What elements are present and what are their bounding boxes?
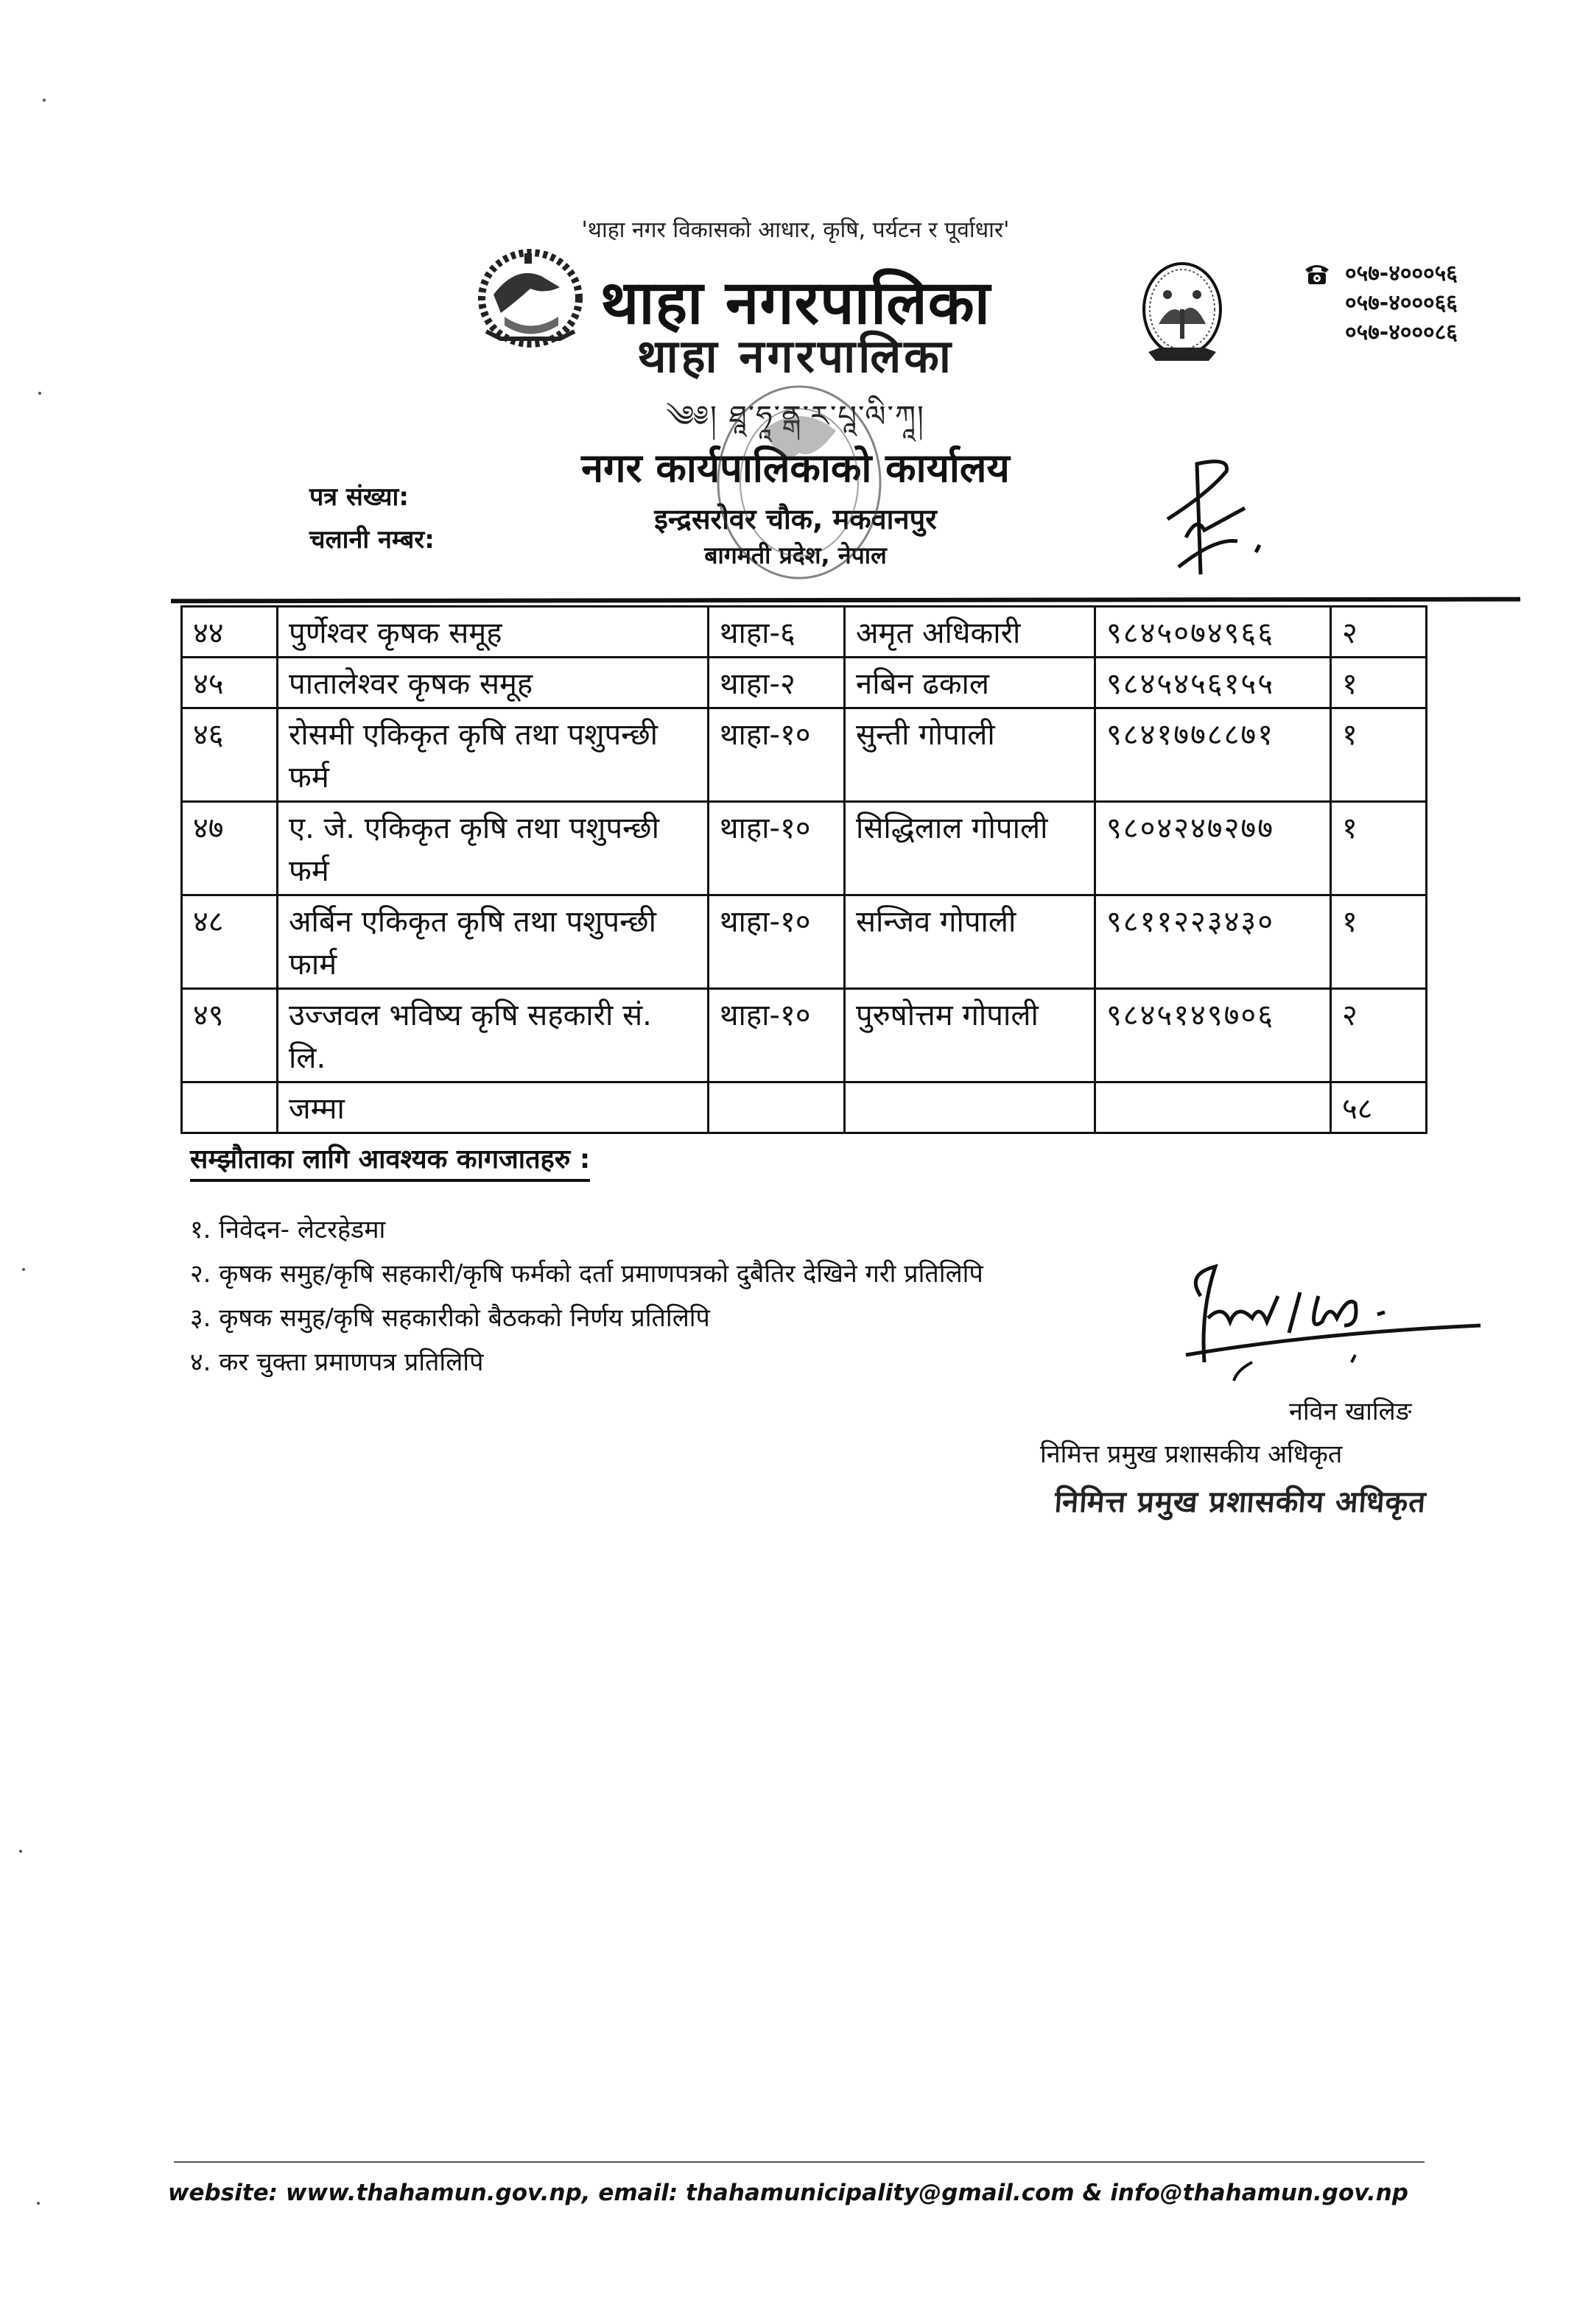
phone-number: ०५७-४०००५६ — [1345, 261, 1458, 286]
group-name: पुर्णेश्वर कृषक समूह — [278, 607, 709, 658]
signatory-title-stamp: निमित्त प्रमुख प्रशासकीय अधिकृत — [1053, 1485, 1427, 1519]
phone-number: ०५७-४०००८६ — [1345, 320, 1458, 345]
officer-signature-icon — [1171, 1252, 1488, 1399]
contact-person: अमृत अधिकारी — [845, 607, 1095, 658]
group-name: रोसमी एकिकृत कृषि तथा पशुपन्छी फर्म — [278, 708, 709, 802]
group-name: पातालेश्वर कृषक समूह — [278, 658, 709, 708]
requirements-list — [190, 1208, 983, 1384]
contact-phone: ९८०४२४७२७७ — [1095, 802, 1331, 895]
contact-phone: ९८४५१४९७०६ — [1095, 989, 1331, 1082]
contact-phone: ९८४१७७८८७१ — [1095, 708, 1331, 802]
municipality-motto: 'थाहा नगर विकासको आधार, कृषि, पर्यटन र पूर्वाधार' — [581, 217, 1010, 243]
table-row — [182, 658, 1427, 708]
serial-number: ४४ — [182, 607, 278, 658]
municipality-title-newari: थाहा नगरपालिका — [637, 329, 954, 383]
serial-number: ४६ — [182, 708, 278, 802]
scan-speck — [22, 1268, 25, 1271]
contact-person: सिद्धिलाल गोपाली — [845, 802, 1095, 895]
contact-phone: ९८४५४५६१५५ — [1095, 658, 1331, 708]
requirement-item: ३. कृषक समुह/कृषि सहकारीको बैठकको निर्णय प्रतिलिपि — [190, 1303, 710, 1333]
total-value: ५८ — [1331, 1082, 1427, 1133]
scan-speck — [43, 99, 46, 102]
table-total-row — [182, 1082, 1427, 1133]
ward: थाहा-१० — [709, 895, 845, 989]
table-row — [182, 895, 1427, 989]
municipality-title: थाहा नगरपालिका — [600, 268, 991, 338]
dispatch-number-label: चलानी नम्बर: — [309, 525, 435, 554]
requirements-heading: सम्झौताका लागि आवश्यक कागजातहरु : — [190, 1140, 590, 1182]
requirement-item: ४. कर चुक्ता प्रमाणपत्र प्रतिलिपि — [190, 1348, 484, 1377]
footer-divider — [174, 2161, 1425, 2163]
count: १ — [1331, 802, 1427, 895]
letter-number-label: पत्र संख्या: — [309, 482, 409, 512]
group-name: अर्बिन एकिकृत कृषि तथा पशुपन्छी फार्म — [278, 895, 709, 989]
contact-phone: ९८४५०७४९६६ — [1095, 607, 1331, 658]
phone-numbers — [1345, 259, 1458, 348]
contact-person: सन्जिव गोपाली — [845, 895, 1095, 989]
count: २ — [1331, 989, 1427, 1082]
requirement-item: २. कृषक समुह/कृषि सहकारी/कृषि फर्मको दर्ता प्रमाणपत्रको दुबैतिर देखिने गरी प्रतिलिपि — [190, 1259, 983, 1289]
count: १ — [1331, 708, 1427, 802]
table-row — [182, 607, 1427, 658]
count: १ — [1331, 658, 1427, 708]
ward: थाहा-२ — [709, 658, 845, 708]
empty-cell — [845, 1082, 1095, 1133]
requirement-item: १. निवेदन- लेटरहेडमा — [190, 1215, 386, 1244]
ward: थाहा-१० — [709, 708, 845, 802]
empty-cell — [709, 1082, 845, 1133]
telephone-icon — [1304, 262, 1330, 286]
serial-number: ४८ — [182, 895, 278, 989]
table-row — [182, 989, 1427, 1082]
serial-number: ४५ — [182, 658, 278, 708]
office-address: इन्द्रसरोवर चौक, मकवानपुर — [654, 503, 937, 535]
empty-cell — [182, 1082, 278, 1133]
signatory-name: नविन खालिङ — [1289, 1397, 1412, 1426]
count: २ — [1331, 607, 1427, 658]
letterhead-divider — [171, 597, 1520, 604]
contact-person: पुरुषोत्तम गोपाली — [845, 989, 1095, 1082]
group-name: उज्जवल भविष्य कृषि सहकारी सं. लि. — [278, 989, 709, 1082]
table-row — [182, 802, 1427, 895]
office-name: नगर कार्यपालिकाको कार्यालय — [581, 445, 1010, 491]
footer-contact: website: www.thahamun.gov.np, email: thahamunicipality@gmail.com & info@thahamun.gov.np — [167, 2180, 1408, 2206]
contact-phone: ९८११२२३४३० — [1095, 895, 1331, 989]
municipality-title-tibetan: ༄༅། ཐཱ་ཧཱ་ནྒ་ར་པཱ་ལི་ཀཱ། — [666, 400, 925, 434]
count: १ — [1331, 895, 1427, 989]
total-label: जम्मा — [278, 1082, 709, 1133]
scan-speck — [19, 1850, 22, 1853]
initials-signature-icon — [1149, 449, 1274, 589]
group-name: ए. जे. एकिकृत कृषि तथा पशुपन्छी फर्म — [278, 802, 709, 895]
serial-number: ४७ — [182, 802, 278, 895]
contact-person: सुन्ती गोपाली — [845, 708, 1095, 802]
office-province: बागमती प्रदेश, नेपाल — [704, 541, 887, 569]
phone-number: ०५७-४०००६६ — [1345, 290, 1458, 316]
signatory-title: निमित्त प्रमुख प्रशासकीय अधिकृत — [1040, 1440, 1343, 1469]
empty-cell — [1095, 1082, 1331, 1133]
beneficiary-table — [180, 605, 1427, 1134]
serial-number: ४९ — [182, 989, 278, 1082]
ward: थाहा-१० — [709, 989, 845, 1082]
ward: थाहा-६ — [709, 607, 845, 658]
ward: थाहा-१० — [709, 802, 845, 895]
office-seal-stamp-icon — [703, 372, 895, 593]
contact-person: नबिन ढकाल — [845, 658, 1095, 708]
table-row — [182, 708, 1427, 802]
